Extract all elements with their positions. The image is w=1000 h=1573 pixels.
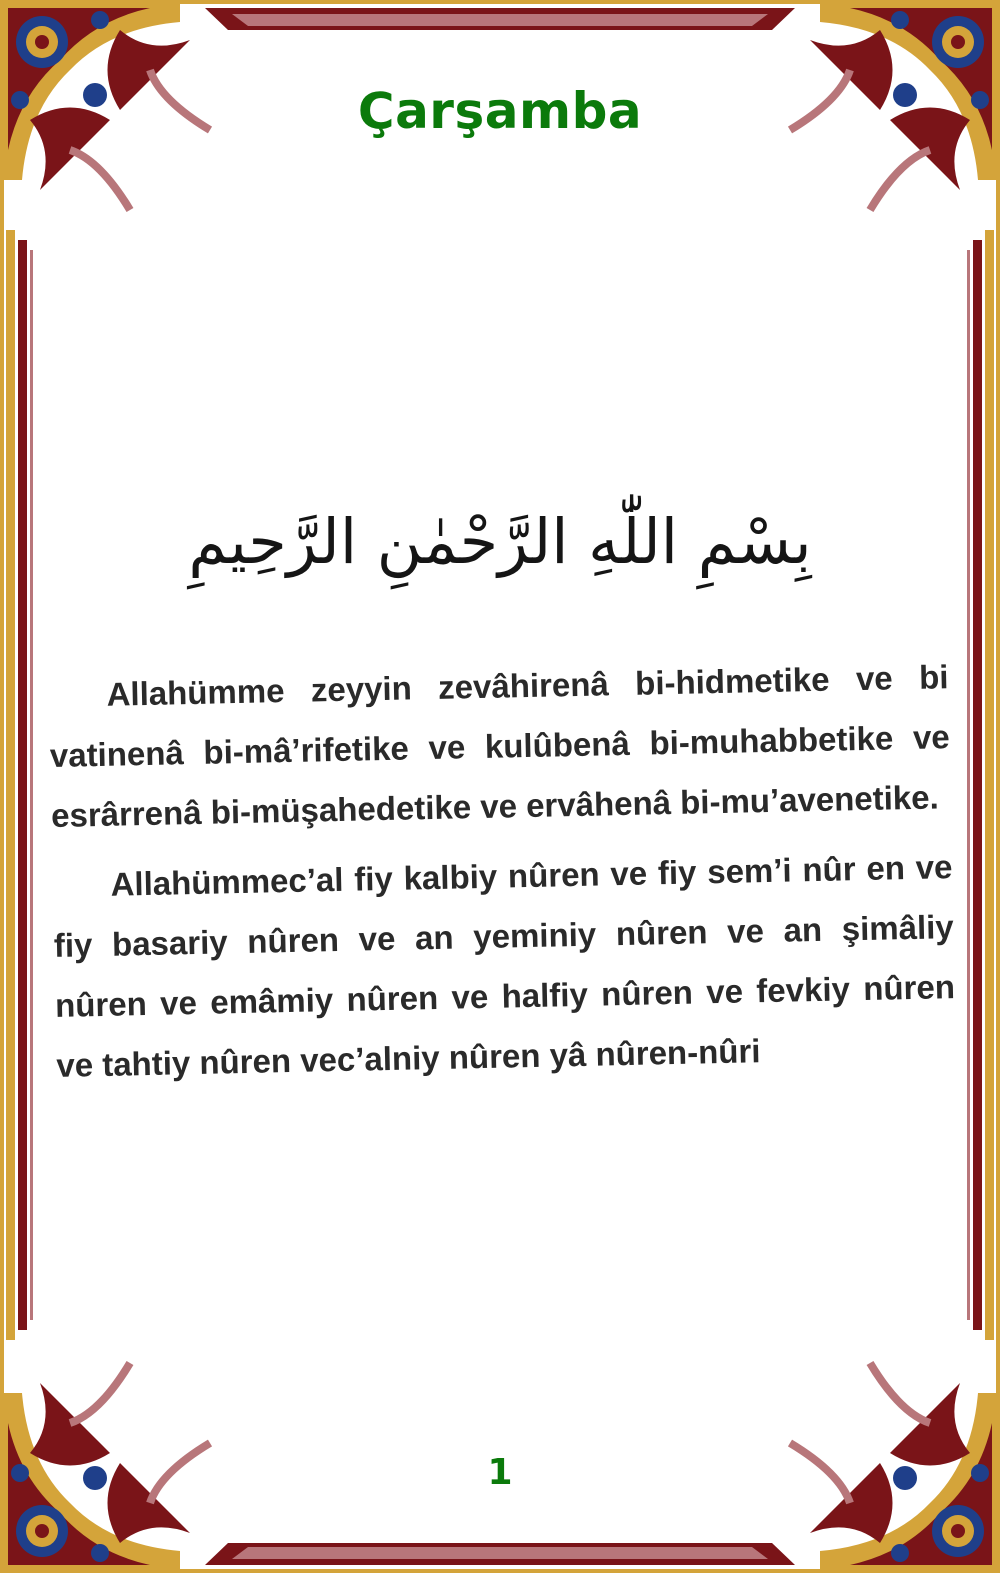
page-number: 1 [487,1452,513,1493]
basmala-calligraphy: بِسْمِ اللّٰهِ الرَّحْمٰنِ الرَّحِيمِ [188,505,812,578]
prayer-text [48,647,957,1106]
prayer-paragraph: Allahümmec’al fiy kalbiy nûren ve fiy sem’i nûr en ve fiy basariy nûren ve an yeminiy nûren ve an şimâliy nûren ve emâmiy nûren ve halfiy nûren ve fevkiy nûren ve tahtiy nûren vec’alniy nûren yâ nûren-nûri [53,848,956,1084]
prayer-paragraph: Allahümme zeyyin zevâhirenâ bi-hidmetike ve bi vatinenâ bi-mâ’rifetike ve kulûbenâ bi-muhabbetike ve esrârrenâ bi-müşahedetike ve ervâhenâ bi-mu’avenetike. [49,658,951,834]
page-title: Çarşamba [357,82,643,140]
